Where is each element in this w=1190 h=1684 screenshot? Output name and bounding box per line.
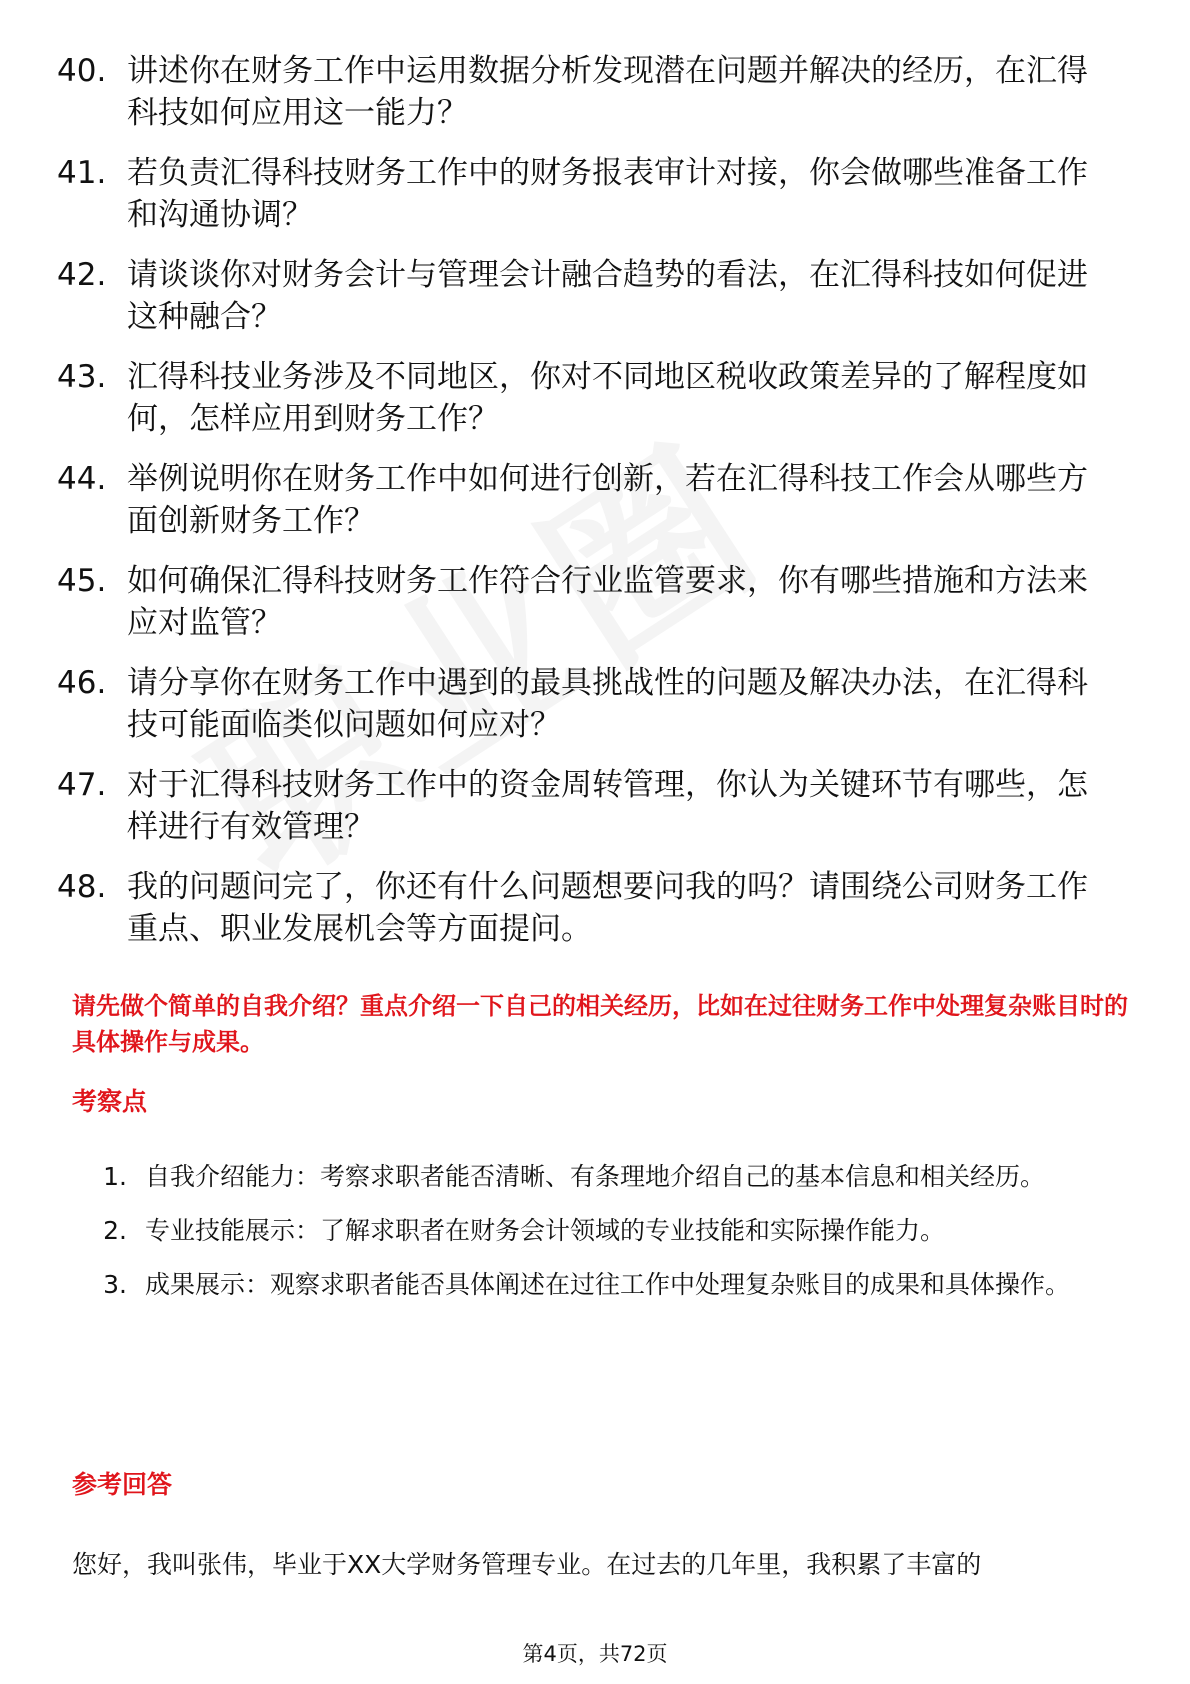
- question-text: 请分享你在财务工作中遇到的最具挑战性的问题及解决办法，在汇得科技可能面临类似问题如何应对？: [127, 665, 1088, 743]
- question-item: [57, 458, 1137, 542]
- question-number: 48.: [57, 869, 107, 905]
- question-number: 45.: [57, 563, 107, 599]
- point-number: 1.: [103, 1162, 127, 1191]
- question-number: 44.: [57, 461, 107, 497]
- question-number: 46.: [57, 665, 107, 701]
- highlight-question: 请先做个简单的自我介绍？重点介绍一下自己的相关经历，比如在过往财务工作中处理复杂账目时的具体操作与成果。: [72, 992, 1128, 1056]
- question-item: [57, 866, 1137, 950]
- question-text: 请谈谈你对财务会计与管理会计融合趋势的看法，在汇得科技如何促进这种融合？: [127, 257, 1088, 335]
- question-item: [57, 356, 1137, 440]
- answer-text: 您好，我叫张伟，毕业于XX大学财务管理专业。在过去的几年里，我积累了丰富的: [72, 1550, 982, 1579]
- point-item: [72, 1258, 1132, 1312]
- point-number: 2.: [103, 1216, 127, 1245]
- point-text: 专业技能展示：了解求职者在财务会计领域的专业技能和实际操作能力。: [145, 1216, 946, 1245]
- points-list: [72, 1150, 1132, 1312]
- section-title-points: 考察点: [72, 1087, 148, 1116]
- point-text: 自我介绍能力：考察求职者能否清晰、有条理地介绍自己的基本信息和相关经历。: [145, 1162, 1046, 1191]
- question-item: [57, 152, 1137, 236]
- point-item: [72, 1150, 1132, 1204]
- question-text: 举例说明你在财务工作中如何进行创新，若在汇得科技工作会从哪些方面创新财务工作？: [127, 461, 1088, 539]
- section-title-answer: 参考回答: [72, 1470, 173, 1499]
- question-text: 对于汇得科技财务工作中的资金周转管理，你认为关键环节有哪些，怎样进行有效管理？: [127, 767, 1088, 845]
- question-item: [57, 50, 1137, 134]
- point-number: 3.: [103, 1270, 127, 1299]
- question-number: 41.: [57, 155, 107, 191]
- question-item: [57, 254, 1137, 338]
- question-text: 若负责汇得科技财务工作中的财务报表审计对接，你会做哪些准备工作和沟通协调？: [127, 155, 1088, 233]
- point-text: 成果展示：观察求职者能否具体阐述在过往工作中处理复杂账目的成果和具体操作。: [145, 1270, 1071, 1299]
- question-text: 如何确保汇得科技财务工作符合行业监管要求，你有哪些措施和方法来应对监管？: [127, 563, 1088, 641]
- question-list: [57, 50, 1137, 968]
- question-number: 42.: [57, 257, 107, 293]
- question-text: 讲述你在财务工作中运用数据分析发现潜在问题并解决的经历，在汇得科技如何应用这一能力？: [127, 53, 1088, 131]
- page-footer: 第4页，共72页: [522, 1642, 668, 1666]
- question-number: 43.: [57, 359, 107, 395]
- question-item: [57, 662, 1137, 746]
- question-text: 我的问题问完了，你还有什么问题想要问我的吗？请围绕公司财务工作重点、职业发展机会等方面提问。: [127, 869, 1088, 947]
- point-item: [72, 1204, 1132, 1258]
- question-item: [57, 764, 1137, 848]
- question-item: [57, 560, 1137, 644]
- question-number: 47.: [57, 767, 107, 803]
- question-text: 汇得科技业务涉及不同地区，你对不同地区税收政策差异的了解程度如何，怎样应用到财务工作？: [127, 359, 1088, 437]
- question-number: 40.: [57, 53, 107, 89]
